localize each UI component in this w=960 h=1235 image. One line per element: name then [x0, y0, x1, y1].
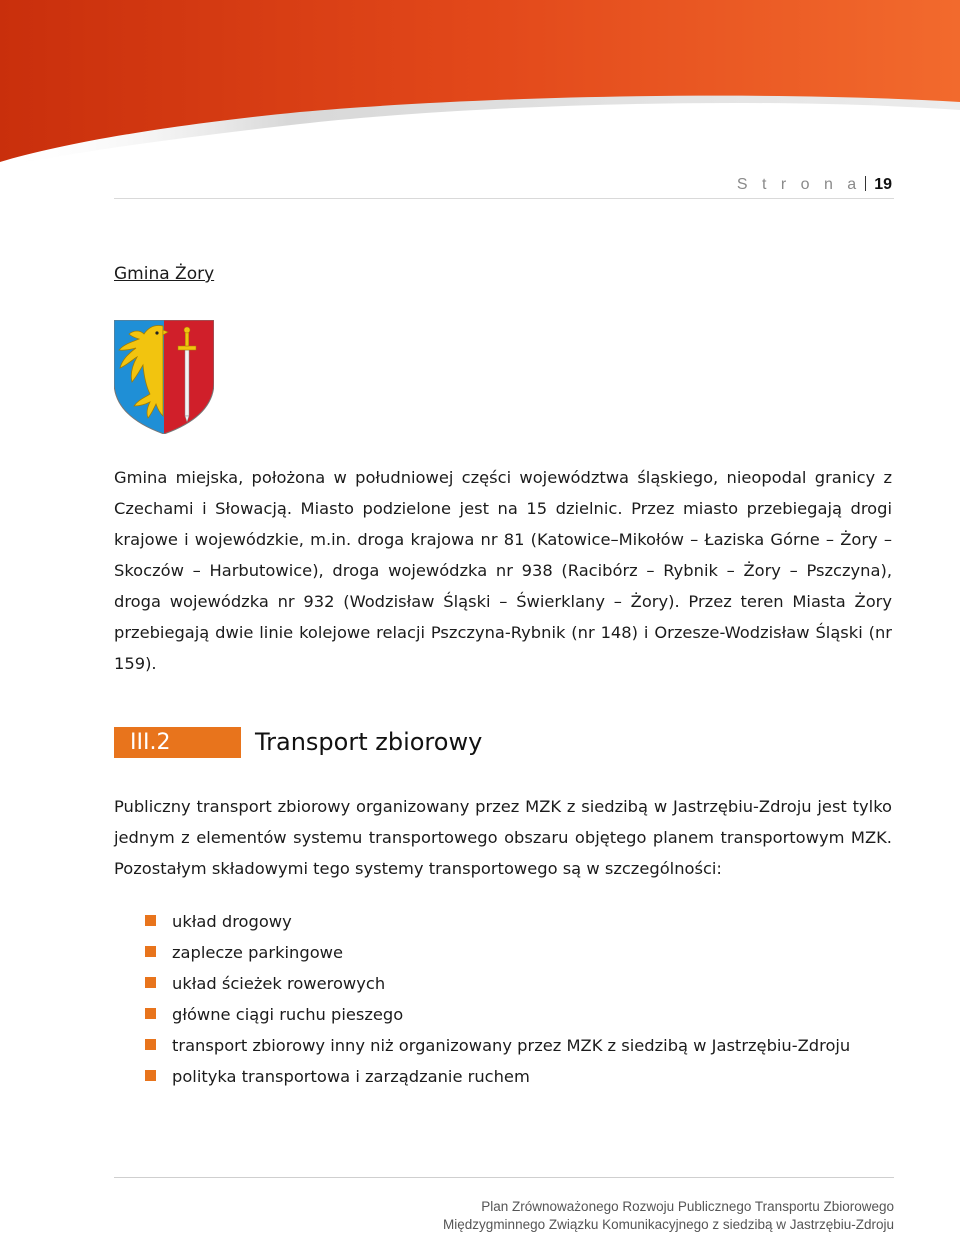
footer-line-1: Plan Zrównoważonego Rozwoju Publicznego Transportu Zbiorowego: [481, 1199, 894, 1214]
list-item: [145, 999, 850, 1030]
page-number-value: 19: [874, 176, 892, 193]
list-item: [145, 968, 850, 999]
footer-line-2: Międzygminnego Związku Komunikacyjnego z siedzibą w Jastrzębiu-Zdroju: [443, 1217, 894, 1232]
bullet-square-icon: [145, 977, 156, 988]
page-footer: [114, 1177, 894, 1234]
list-item-text: transport zbiorowy inny niż organizowany przez MZK z siedzibą w Jastrzębiu-Zdroju: [172, 1036, 851, 1055]
components-list: [145, 906, 850, 1092]
list-item-text: układ ścieżek rowerowych: [172, 974, 386, 993]
bullet-square-icon: [145, 1039, 156, 1050]
page-word: S t r o n a: [736, 176, 862, 193]
list-item-text: główne ciągi ruchu pieszego: [172, 1005, 404, 1024]
page-header: [114, 176, 894, 199]
list-item-text: układ drogowy: [172, 912, 292, 931]
bullet-square-icon: [145, 946, 156, 957]
bullet-square-icon: [145, 1008, 156, 1019]
list-item: [145, 1030, 850, 1061]
coat-of-arms-icon: [114, 320, 214, 434]
bullet-square-icon: [145, 1070, 156, 1081]
list-item-text: zaplecze parkingowe: [172, 943, 343, 962]
gmina-description: Gmina miejska, położona w południowej części województwa śląskiego, nieopodal granicy z Czechami i Słowacją. Miasto podzielone jest na 15 dzielnic. Przez miasto przebiegają drogi krajowe i wojewódzkie, m.in. droga krajowa nr 81 (Katowice–Mikołów – Łaziska Górne – Żory – Skoczów – Harbutowice), droga wojewódzka nr 938 (Racibórz – Rybnik – Żory – Pszczyna), droga wojewódzka nr 932 (Wodzisław Śląski – Świerklany – Żory). Przez teren Miasta Żory przebiegają dwie linie kolejowe relacji Pszczyna-Rybnik (nr 148) i Orzesze-Wodzisław Śląski (nr 159).: [114, 468, 892, 673]
list-item-text: polityka transportowa i zarządzanie ruchem: [172, 1067, 530, 1086]
page-number: [737, 176, 892, 194]
chapter-title: Transport zbiorowy: [255, 728, 483, 756]
header-banner: [0, 0, 960, 170]
chapter-intro: Publiczny transport zbiorowy organizowany przez MZK z siedzibą w Jastrzębiu-Zdroju jest tylko jednym z elementów systemu transportowego obszaru objętego planem transportowym MZK. Pozostałym składowymi tego systemy transportowego są w szczególności:: [114, 797, 892, 878]
bullet-square-icon: [145, 915, 156, 926]
list-item: [145, 906, 850, 937]
chapter-number: III.2: [114, 727, 241, 758]
page-separator: [865, 176, 866, 191]
list-item: [145, 937, 850, 968]
chapter-heading: [114, 725, 714, 759]
list-item: [145, 1061, 850, 1092]
section-title: Gmina Żory: [114, 264, 215, 284]
